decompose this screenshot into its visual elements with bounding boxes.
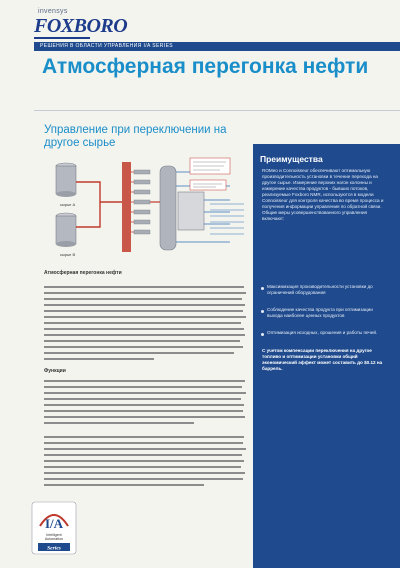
- divider: [34, 110, 400, 111]
- exchanger-train: [134, 170, 150, 234]
- page-title: Атмосферная перегонка нефти: [42, 55, 369, 78]
- logo-underline: [34, 37, 90, 39]
- header-band-label: РЕШЕНИЯ В ОБЛАСТИ УПРАВЛЕНИЯ I/A SERIES: [40, 43, 174, 49]
- bullet-icon: [261, 310, 264, 313]
- feed-line: [76, 182, 100, 227]
- foxboro-logo: FOXBORO: [34, 15, 128, 37]
- panel-bullet-3: Оптимизация исходных, орошения и работы печей.: [267, 330, 378, 335]
- diagram-caption: Атмосферная перегонка нефти: [44, 270, 122, 276]
- furnace: [178, 192, 204, 230]
- panel-intro: ROMeo и Connoisseur обеспечивают оптимальную производительность установки в течение перехода на другое сырье. Измерение верхних нагон колонны и измерение качества продуктов - бывших потоков, реализуемые Foxboro NMR, используются в модели Connoisseur для контроля качества во время процесса и получения информации управления по обратной связи. Общие меры усовершенствованного управления включают:: [262, 168, 384, 221]
- panel-closing: С учетом компенсации переключения на другое топливо и оптимизации установки общий экономический эффект может составить до $0.12 на баррель.: [262, 348, 383, 371]
- ia-logo-line1: Intelligent: [46, 533, 62, 537]
- ia-series-logo: [30, 500, 78, 556]
- ia-logo-letters: I/A: [44, 516, 64, 531]
- tank-b: [56, 213, 76, 247]
- heater-column: [122, 162, 131, 252]
- panel-bullet-2: Соблюдение качества продукта при оптимизации выхода наиболее ценных продуктов: [267, 307, 373, 318]
- tank-a: [56, 163, 76, 197]
- panel-bullet-1: Максимизация производительности установки до ограничений оборудования: [267, 284, 373, 295]
- bullet-icon: [261, 333, 264, 336]
- tank-a-label: сырье А: [60, 202, 76, 207]
- ia-logo-line2: Automation: [44, 537, 64, 541]
- process-diagram: [40, 152, 248, 264]
- brand-tagline: invensys: [38, 8, 68, 15]
- panel-title: Преимущества: [260, 154, 323, 164]
- header-band: [34, 42, 400, 51]
- subheading-functions: Функции: [44, 368, 66, 374]
- distillation-column: [160, 166, 176, 250]
- bullet-icon: [261, 287, 264, 290]
- tank-b-label: сырье В: [60, 252, 76, 257]
- ia-logo-series: Series: [47, 545, 61, 552]
- control-box: [190, 158, 230, 190]
- section-title: Управление при переключении на другое сырье: [44, 124, 227, 149]
